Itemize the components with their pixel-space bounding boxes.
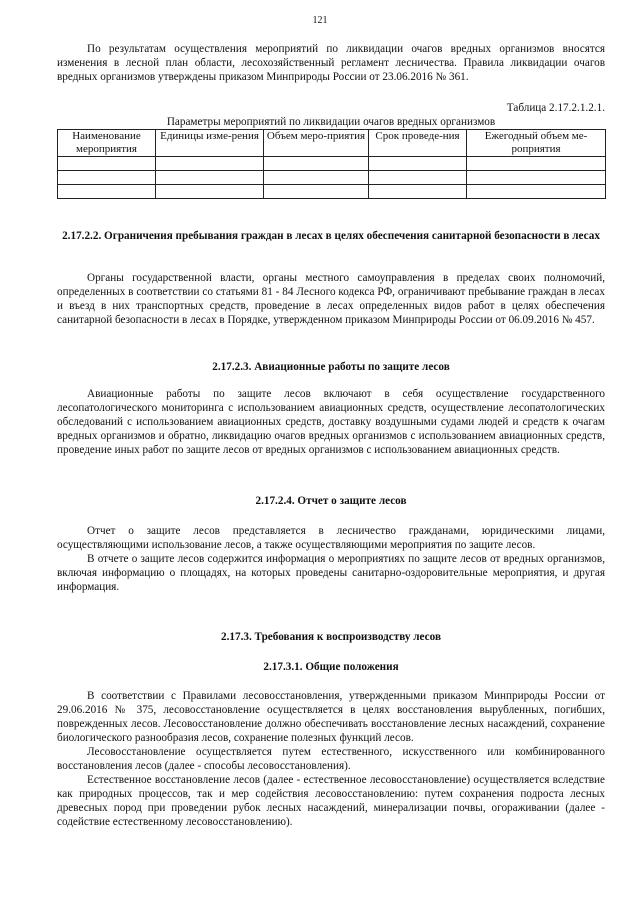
section-paragraph: Лесовосстановление осуществляется путем естественного, искусственного или комбинированного восстановления лесов (далее - способы лесовосстановления). bbox=[57, 746, 605, 772]
section-heading: 2.17.3.1. Общие положения bbox=[263, 661, 399, 673]
parameters-table bbox=[57, 129, 606, 199]
intro-block bbox=[57, 42, 605, 84]
section-2-17-3 bbox=[57, 630, 605, 644]
table-caption: Параметры мероприятий по ликвидации очагов вредных организмов bbox=[166, 116, 496, 128]
table-header-cell: Объем меро-приятия bbox=[264, 130, 369, 157]
table-header-cell: Ежегодный объем ме-роприятия bbox=[467, 130, 606, 157]
table-row bbox=[58, 171, 606, 185]
section-2-17-2-2-body bbox=[57, 271, 605, 327]
section-paragraph: Органы государственной власти, органы местного самоуправления в пределах своих полномочий, определенных в соответствии со статьями 81 - 84 Лесного кодекса РФ, ограничивают пребывание граждан в лесах и въезд в них транспортных средств, проведение в лесах определенных видов работ в целях обеспечения санитарной безопасности в лесах в Порядке, утвержденном приказом Минприроды России от 06.09.2016 № 457. bbox=[57, 272, 605, 326]
table-number: Таблица 2.17.2.1.2.1. bbox=[506, 102, 605, 114]
table-header-row bbox=[58, 130, 606, 157]
section-heading: 2.17.2.3. Авиационные работы по защите лесов bbox=[212, 361, 450, 373]
section-paragraph: Естественное восстановление лесов (далее - естественное лесовосстановление) осуществляется вследствие как природных процессов, так и мер содействия лесовосстановлению: путем сохранения подроста лесных древесных пород при проведении рубок лесных насаждений, минерализации почвы, огораживании (далее - содействие естественному лесовосстановлению). bbox=[57, 774, 605, 828]
intro-paragraph: По результатам осуществления мероприятий по ликвидации очагов вредных организмов вносятся изменения в лесной план области, лесохозяйственный регламент лесничества. Правила ликвидации очагов вредных организмов утверждены приказом Минприроды России от 23.06.2016 № 361. bbox=[57, 43, 605, 83]
section-paragraph: Авиационные работы по защите лесов включают в себя осуществление государственного лесопатологического мониторинга с использованием авиационных средств, осуществление лесопатологических обследований с использованием авиационных средств, доставку воздушными судами людей и средств к очагам вредных организмов и обратно, ликвидацию очагов вредных организмов с использованием авиационных средств, проведение иных работ по защите лесов от вредных организмов с использованием авиационных средств. bbox=[57, 388, 605, 456]
section-2-17-2-3-body bbox=[57, 387, 605, 457]
section-paragraph: В отчете о защите лесов содержится информация о мероприятиях по защите лесов от вредных организмов, включая информацию о площадях, на которых проведены санитарно-оздоровительные мероприятия, и другая информация. bbox=[57, 553, 605, 593]
section-heading: 2.17.2.2. Ограничения пребывания граждан в лесах в целях обеспечения санитарной безопасности в лесах bbox=[62, 230, 600, 242]
section-paragraph: Отчет о защите лесов представляется в лесничество гражданами, юридическими лицами, осуществляющими использование лесов, а также осуществляющими мероприятия по защите лесов. bbox=[57, 525, 605, 551]
table-header-cell: Наименование мероприятия bbox=[58, 130, 156, 157]
section-paragraph: В соответствии с Правилами лесовосстановления, утвержденными приказом Минприроды России от 29.06.2016 № 375, лесовосстановление осуществляется в целях восстановления вырубленных, погибших, поврежденных лесов. Лесовосстановление должно обеспечивать восстановление лесных насаждений, сохранение биологического разнообразия лесов, сохранение полезных функций лесов. bbox=[57, 690, 605, 744]
section-heading: 2.17.3. Требования к воспроизводству лесов bbox=[220, 631, 441, 643]
table-header-cell: Срок проведе-ния bbox=[369, 130, 467, 157]
table-block bbox=[57, 101, 605, 199]
section-2-17-2-4-body bbox=[57, 524, 605, 594]
page-number: 121 bbox=[312, 15, 328, 26]
table-row bbox=[58, 157, 606, 171]
section-2-17-2-4 bbox=[57, 494, 605, 508]
table-header-cell: Единицы изме-рения bbox=[156, 130, 264, 157]
section-2-17-2-2 bbox=[57, 229, 605, 243]
section-2-17-2-3 bbox=[57, 360, 605, 374]
section-2-17-3-1-body bbox=[57, 689, 605, 829]
table-row bbox=[58, 185, 606, 199]
section-2-17-3-1 bbox=[57, 660, 605, 674]
section-heading: 2.17.2.4. Отчет о защите лесов bbox=[255, 495, 407, 507]
